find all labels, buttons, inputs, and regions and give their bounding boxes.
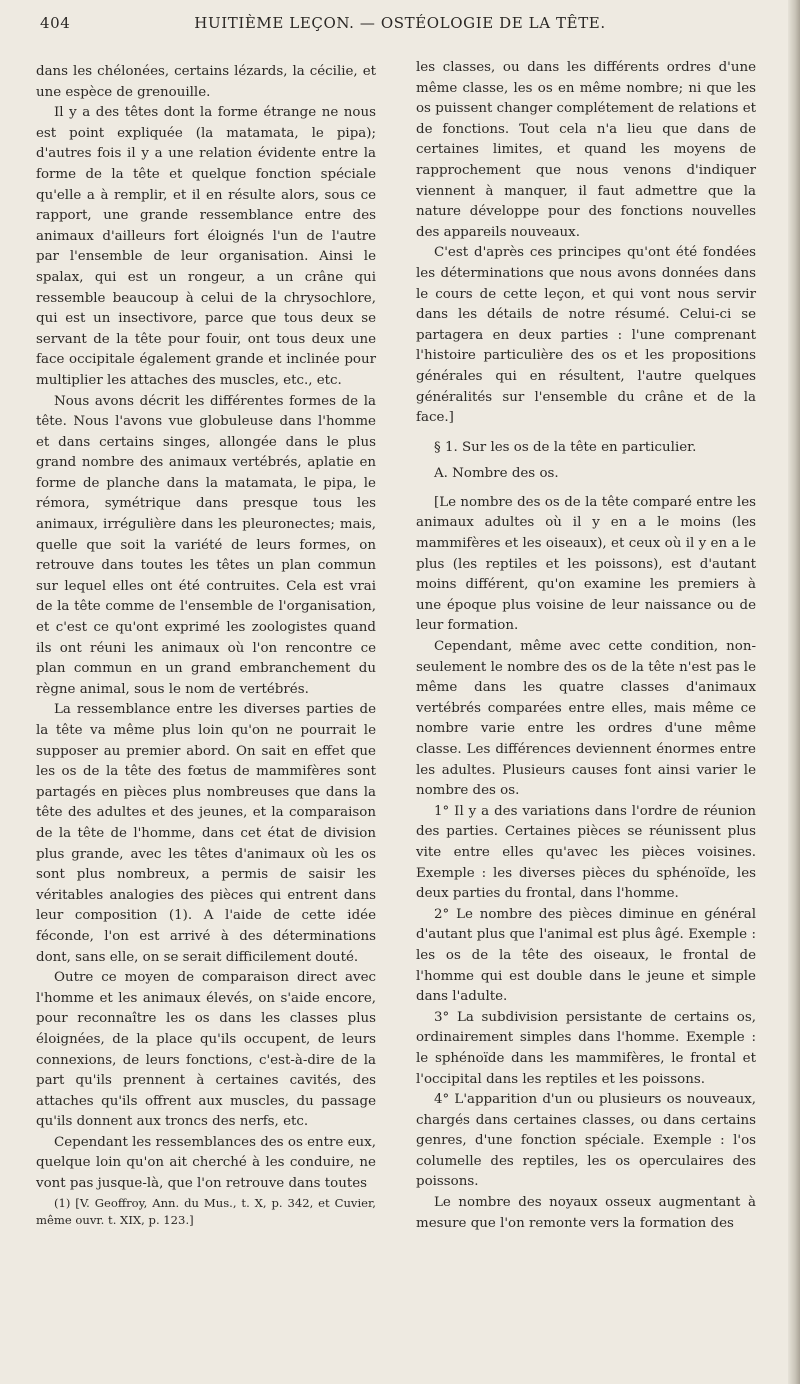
paragraph: dans les chélonées, certains lézards, la cécilie, et une espèce de grenouille. — [36, 64, 376, 100]
paragraph: 2° Le nombre des pièces diminue en général d'autant plus que l'animal est plus âgé. Exemple : les os de la tête des oiseaux, le frontal de l'homme qui est double dans le jeune et simple dans l'adulte. — [416, 906, 756, 1005]
paragraph: La ressemblance entre les diverses parties de la tête va même plus loin qu'on ne pourrait le supposer au premier abord. On sait en effet que les os de la tête des fœtus de mammifères sont partagés en pièces plus nombreuses que dans la tête des adultes et des jeunes, et la comparaison de la tête de l'homme, dans cet état de division plus grande, avec les têtes d'animaux où les os sont plus nombreux, a permis de saisir les véritables analogies des pièces qui entrent dans leur composition (1). A l'aide de cette idée féconde, l'on est arrivé à des déterminations dont, sans elle, on se serait difficilement douté. — [36, 702, 376, 965]
left-column — [36, 62, 376, 1229]
paragraph: Cependant les ressemblances des os entre eux, quelque loin qu'on ait cherché à les conduire, ne vont pas jusque-là, que l'on retrouve dans toutes — [36, 1134, 376, 1192]
section-title: § 1. Sur les os de la tête en particulier. — [434, 439, 697, 455]
running-title: HUITIÈME LEÇON. — OSTÉOLOGIE DE LA TÊTE. — [194, 14, 606, 32]
paragraph: 4° L'apparition d'un ou plusieurs os nouveaux, chargés dans certaines classes, ou dans certains genres, d'une fonction spéciale. Exemple : l'os columelle des reptiles, les os operculaires des poissons. — [416, 1092, 756, 1190]
page-number: 404 — [40, 14, 71, 32]
paragraph: Cependant, même avec cette condition, non-seulement le nombre des os de la tête n'est pas le même dans les quatre classes d'animaux vertébrés comparées entre elles, mais même ce nombre varie entre les ordres d'une même classe. Les différences deviennent énormes entre les adultes. Plusieurs causes font ainsi varier le nombre des os. — [416, 639, 756, 799]
paragraph: Il y a des têtes dont la forme étrange ne nous est point expliquée (la matamata, le pipa); d'autres fois il y a une relation évidente entre la forme de la tête et quelque fonction spéciale qu'elle a à remplir, et il en résulte alors, sous ce rapport, une grande ressemblance entre des animaux d'ailleurs fort éloignés l'un de l'autre par l'ensemble de leur organisation. Ainsi le spalax, qui est un rongeur, a un crâne qui ressemble beaucoup à celui de la chrysochlore, qui est un insectivore, parce que tous deux se servant de la tête pour fouir, ont tous deux une face occipitale également grande et inclinée pour multiplier les attaches des muscles, etc., etc. — [36, 105, 376, 388]
footnote: (1) [V. Geoffroy, Ann. du Mus., t. X, p. 342, et Cuvier, même ouvr. t. XIX, p. 123.] — [36, 1195, 376, 1227]
paragraph: Outre ce moyen de comparaison direct avec l'homme et les animaux élevés, on s'aide encore, pour reconnaître les os dans les classes plus éloignées, de la place qu'ils occupent, de leurs connexions, de leurs fonctions, c'est-à-dire de la part qu'ils prennent à certaines cavités, des attaches qu'ils offrent aux muscles, du passage qu'ils donnent aux troncs des nerfs, etc. — [36, 970, 376, 1130]
paragraph: 1° Il y a des variations dans l'ordre de réunion des parties. Certaines pièces se réunissent plus vite entre elles qu'avec les pièces voisines. Exemple : les diverses pièces du sphénoïde, les deux parties du frontal, dans l'homme. — [416, 803, 756, 902]
page-header — [40, 14, 760, 40]
right-column — [416, 58, 756, 1234]
subsection-title: A. Nombre des os. — [434, 466, 559, 482]
paragraph: C'est d'après ces principes qu'ont été fondées les déterminations que nous avons données dans le cours de cette leçon, et qui vont nous servir dans les détails de notre résumé. Celui-ci se partagera en deux parties : l'une comprenant l'histoire particulière des os et les propositions générales qui en résultent, l'autre quelques généralités sur l'ensemble du crâne et de la face.] — [416, 245, 756, 426]
paragraph: Nous avons décrit les différentes formes de la tête. Nous l'avons vue globuleuse dans l'homme et dans certains singes, allongée dans le plus grand nombre des animaux vertébrés, aplatie en forme de planche dans la matamata, le pipa, le rémora, symétrique dans presque tous les animaux, irrégulière dans les pleuronectes; mais, quelle que soit la variété de leurs formes, on retrouve dans toutes les têtes un plan commun sur lequel elles ont été contruites. Cela est vrai de la tête comme de l'ensemble de l'organisation, et c'est ce qu'ont exprimé les zoologistes quand ils ont réuni les animaux où l'on rencontre ce plan commun en un grand embranchement du règne animal, sous le nom de vertébrés. — [36, 393, 376, 697]
page-edge-shadow — [788, 0, 800, 1384]
paragraph: 3° La subdivision persistante de certains os, ordinairement simples dans l'homme. Exemple : le sphénoïde dans les mammifères, le frontal et l'occipital dans les reptiles et les poissons. — [416, 1009, 756, 1087]
paragraph: [Le nombre des os de la tête comparé entre les animaux adultes où il y en a le moins (les mammifères et les oiseaux), et ceux où il y en a le plus (les reptiles et les poissons), est d'autant moins différent, qu'on examine les premiers à une époque plus voisine de leur naissance ou de leur formation. — [416, 494, 756, 634]
paragraph: les classes, ou dans les différents ordres d'une même classe, les os en même nombre; ni que les os puissent changer complétement de relations et de fonctions. Tout cela n'a lieu que dans de certaines limites, et quand les moyens de rapprochement que nous venons d'indiquer viennent à manquer, il faut admettre que la nature développe pour des fonctions nouvelles des appareils nouveaux. — [416, 60, 756, 240]
paragraph: Le nombre des noyaux osseux augmentant à mesure que l'on remonte vers la formation des — [416, 1195, 756, 1231]
